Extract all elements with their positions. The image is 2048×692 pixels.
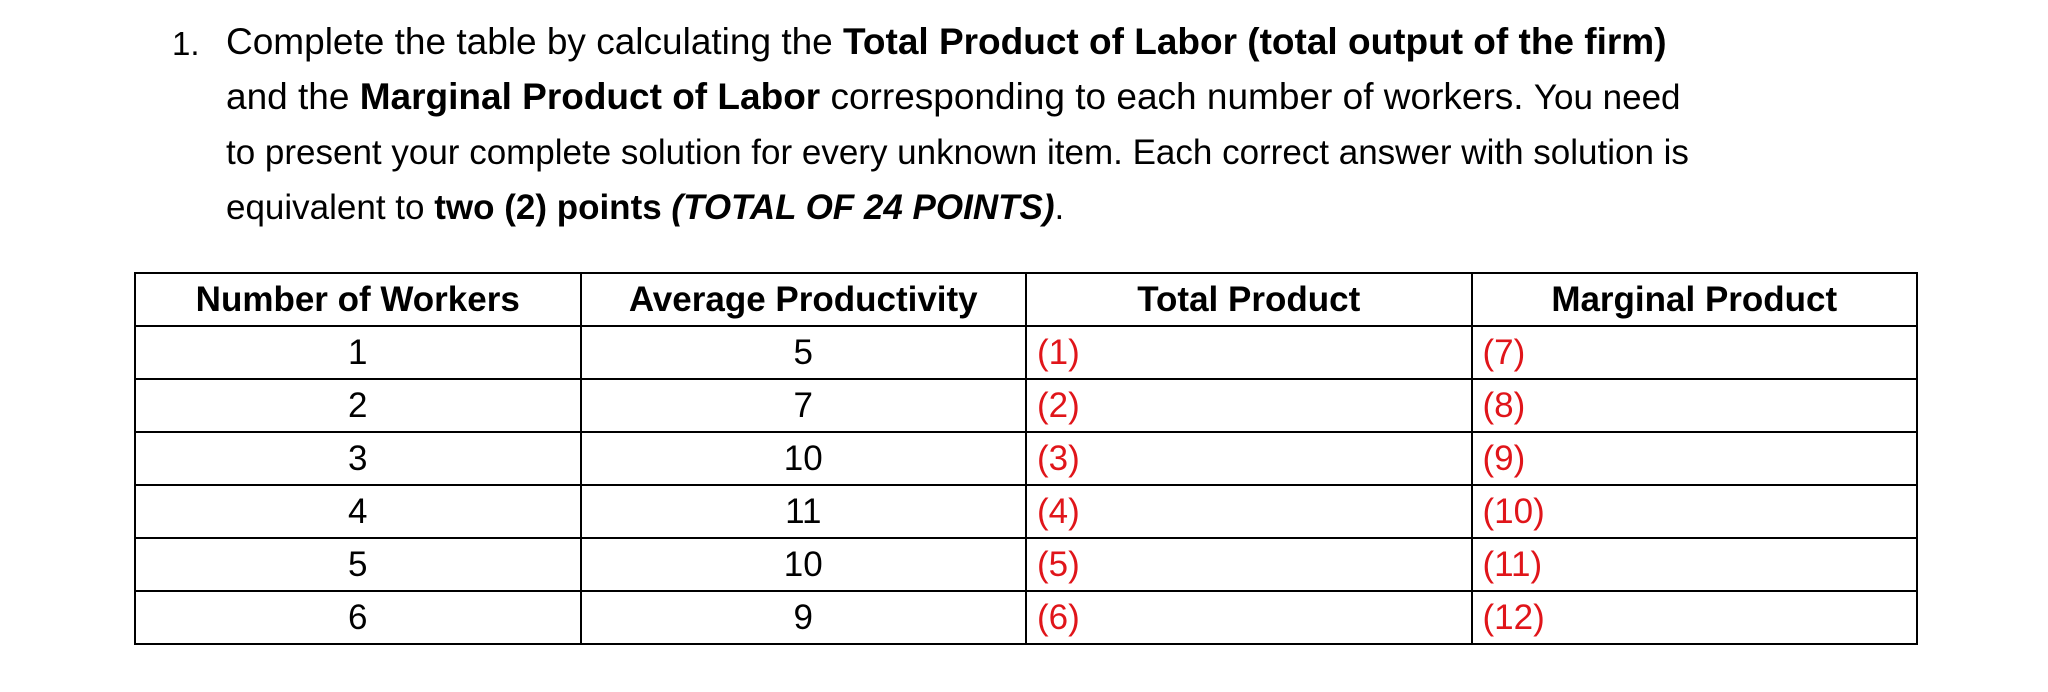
cell-marginal-product-placeholder: (11): [1472, 538, 1918, 591]
table-row: [135, 432, 1917, 485]
cell-workers: 4: [135, 485, 581, 538]
cell-workers: 1: [135, 326, 581, 379]
question-line-2: [226, 69, 1926, 125]
productivity-table: [134, 272, 1918, 645]
header-average-productivity: Average Productivity: [581, 273, 1027, 326]
table-row: [135, 591, 1917, 644]
cell-average-productivity: 7: [581, 379, 1027, 432]
cell-workers: 6: [135, 591, 581, 644]
cell-average-productivity: 10: [581, 432, 1027, 485]
cell-marginal-product-placeholder: (9): [1472, 432, 1918, 485]
cell-workers: 2: [135, 379, 581, 432]
cell-marginal-product-placeholder: (12): [1472, 591, 1918, 644]
table-row: [135, 379, 1917, 432]
cell-total-product-placeholder: (5): [1026, 538, 1472, 591]
cell-marginal-product-placeholder: (10): [1472, 485, 1918, 538]
header-total-product: Total Product: [1026, 273, 1472, 326]
cell-workers: 5: [135, 538, 581, 591]
header-marginal-product: Marginal Product: [1472, 273, 1918, 326]
question-line-3: to present your complete solution for every unknown item. Each correct answer with solution is: [226, 133, 1689, 172]
question-line-4: [226, 180, 1926, 235]
question-line-1: [226, 14, 1926, 69]
cell-average-productivity: 11: [581, 485, 1027, 538]
question-number: 1.: [172, 25, 200, 62]
question-block: [172, 14, 1926, 235]
table-row: [135, 485, 1917, 538]
question-emphasis-points: two (2) points: [434, 188, 662, 227]
question-text: equivalent to: [226, 188, 435, 227]
cell-workers: 3: [135, 432, 581, 485]
question-text: Complete the table by calculating the: [226, 21, 844, 62]
table-row: [135, 326, 1917, 379]
cell-total-product-placeholder: (2): [1026, 379, 1472, 432]
cell-total-product-placeholder: (3): [1026, 432, 1472, 485]
question-text: .: [1054, 188, 1065, 227]
header-number-of-workers: Number of Workers: [135, 273, 581, 326]
question-text: corresponding to each number of workers.: [820, 76, 1534, 117]
table-row: [135, 538, 1917, 591]
cell-average-productivity: 10: [581, 538, 1027, 591]
table-header-row: [135, 273, 1917, 326]
question-emphasis-marginal-product: Marginal Product of Labor: [359, 76, 821, 117]
question-text: You need: [1533, 78, 1681, 117]
cell-average-productivity: 5: [581, 326, 1027, 379]
cell-average-productivity: 9: [581, 591, 1027, 644]
cell-marginal-product-placeholder: (7): [1472, 326, 1918, 379]
cell-total-product-placeholder: (6): [1026, 591, 1472, 644]
cell-total-product-placeholder: (1): [1026, 326, 1472, 379]
cell-marginal-product-placeholder: (8): [1472, 379, 1918, 432]
question-emphasis-total-points: (TOTAL OF 24 POINTS): [671, 188, 1055, 227]
question-text: and the: [226, 76, 360, 117]
cell-total-product-placeholder: (4): [1026, 485, 1472, 538]
question-emphasis-total-product: Total Product of Labor (total output of the firm): [843, 21, 1667, 62]
